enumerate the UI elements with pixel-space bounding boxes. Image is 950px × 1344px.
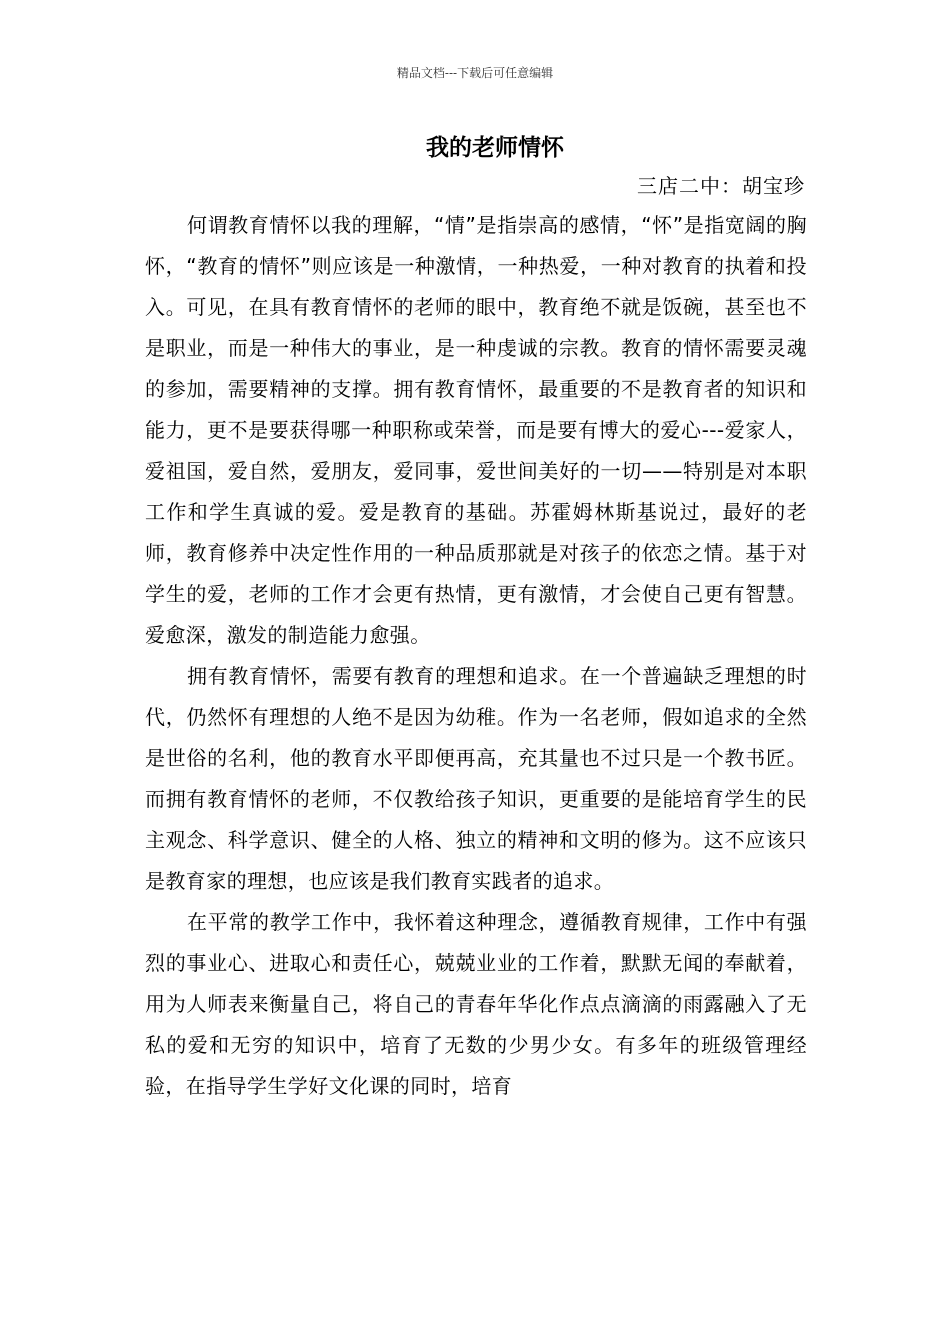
document-title: 我的老师情怀 [426, 135, 564, 161]
paragraph-3: 在平常的教学工作中，我怀着这种理念，遵循教育规律，工作中有强烈的事业心、进取心和责任心，兢兢业业的工作着，默默无闻的奉献着，用为人师表来衡量自己，将自己的青春年华化作点点滴滴的雨露融入了无私的爱和无穷的知识中，培育了无数的少男少女。有多年的班级管理经验，在指导学生学好文化课的同时，培育 [145, 910, 807, 1098]
author-line: 三店二中：胡宝珍 [637, 174, 805, 198]
paragraph-1: 何谓教育情怀以我的理解，“情”是指崇高的感情，“怀”是指宽阔的胸怀，“教育的情怀”则应该是一种激情，一种热爱，一种对教育的执着和投入。可见，在具有教育情怀的老师的眼中，教育绝不就是饭碗，甚至也不是职业，而是一种伟大的事业，是一种虔诚的宗教。教育的情怀需要灵魂的参加，需要精神的支撑。拥有教育情怀，最重要的不是教育者的知识和能力，更不是要获得哪一种职称或荣誉，而是要有博大的爱心---爱家人，爱祖国，爱自然，爱朋友，爱同事，爱世间美好的一切——特别是对本职工作和学生真诚的爱。爱是教育的基础。苏霍姆林斯基说过，最好的老师，教育修养中决定性作用的一种品质那就是对孩子的依恋之情。基于对学生的爱，老师的工作才会更有热情，更有激情，才会使自己更有智慧。爱愈深，激发的制造能力愈强。 [145, 213, 807, 647]
paragraph-2: 拥有教育情怀，需要有教育的理想和追求。在一个普遍缺乏理想的时代，仍然怀有理想的人绝不是因为幼稚。作为一名老师，假如追求的全然是世俗的名利，他的教育水平即便再高，充其量也不过只是一个教书匠。而拥有教育情怀的老师，不仅教给孩子知识，更重要的是能培育学生的民主观念、科学意识、健全的人格、独立的精神和文明的修为。这不应该只是教育家的理想，也应该是我们教育实践者的追求。 [145, 664, 807, 893]
document-body [145, 205, 807, 1107]
header-note: 精品文档---下载后可任意编辑 [396, 66, 554, 80]
